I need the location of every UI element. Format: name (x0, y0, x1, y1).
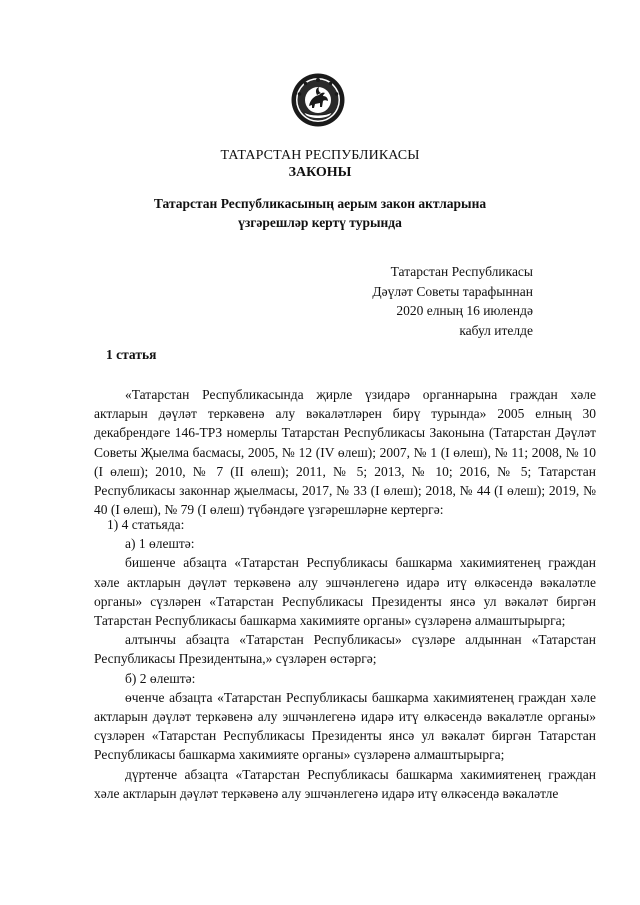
adoption-note (372, 262, 533, 340)
adoption-line: 2020 елның 16 июлендә (396, 303, 533, 318)
paragraph-b2: дүртенче абзацта «Татарстан Республикасы башкарма хакимиятенең граждан хәле актларын дәүләт теркәвенә алу эшчәнлегенә идарә итү өлкәсендә вәкаләтле (94, 766, 596, 801)
intro-paragraph: «Татарстан Республикасында җирле үзидарә органнарына граждан хәле актларын дәүләт теркәвенә алу вәкаләтләрен бирү турында» 2005 елның 30 декабрендәге 146-ТРЗ номерлы Татарстан Республикасы Законына (Татарстан Дәүләт Советы Җыелма басмасы, 2005, № 12 (IV өлеш); 2007, № 1 (I өлеш), № 11; 2008, № 10 (I өлеш); 2010, № 7 (II өлеш); 2011, № 5; 2013, № 10; 2016, № 5; Татарстан Республикасы законнар җыелмасы, 2017, № 33 (I өлеш); 2018, № 44 (I өлеш); 2019, № 40 (I өлеш), № 79 (I өлеш) түбәндәге үзгәрешләрне кертергә: (94, 387, 596, 518)
amendments-list (94, 515, 596, 803)
article-intro (94, 385, 596, 519)
subpoint-a: а) 1 өлештә: (125, 536, 195, 552)
law-title (0, 194, 640, 232)
document-type: ЗАКОНЫ (288, 165, 352, 180)
subpoint-b: б) 2 өлештә: (125, 670, 196, 686)
law-title-line: үзгәрешләр кертү турында (238, 215, 402, 230)
article-heading: 1 статья (106, 347, 157, 362)
adoption-line: кабул ителде (459, 322, 533, 338)
law-title-line: Татарстан Республикасының аерым закон актларына (153, 196, 487, 211)
adoption-line: Татарстан Республикасы (390, 264, 533, 279)
adoption-line: Дәүләт Советы тарафыннан (372, 283, 533, 299)
republic-name: ТАТАРСТАН РЕСПУБЛИКАСЫ (220, 148, 420, 163)
paragraph-b1: өченче абзацта «Татарстан Республикасы башкарма хакимиятенең граждан хәле актларын дәүләт теркәвенә алу эшчәнлегенә идарә итү өлкәсендә вәкаләтле органы» сүзләрен «Татарстан Республикасы Президенты янсә ул вәкаләт биргән Татарстан Республикасы башкарма хакимияте органы» сүзләренә алмаштырырга; (94, 689, 596, 763)
tatarstan-coat-of-arms-icon (290, 72, 346, 128)
paragraph-a1: бишенче абзацта «Татарстан Республикасы башкарма хакимиятенең граждан хәле актларын дәүләт теркәвенә алу эшчәнлегенә идарә итү өлкәсендә вәкаләтле органы» сүзләрен «Татарстан Республикасы Президенты янсә ул вәкаләт биргән Татарстан Республикасы башкарма хакимияте органы» сүзләренә алмаштырырга; (94, 555, 596, 629)
paragraph-a2: алтынчы абзацта «Татарстан Республикасы» сүзләре алдыннан «Татарстан Республикасы Президентына,» сүзләрен өстәргә; (94, 632, 596, 667)
point-1: 1) 4 статьяда: (107, 517, 185, 532)
